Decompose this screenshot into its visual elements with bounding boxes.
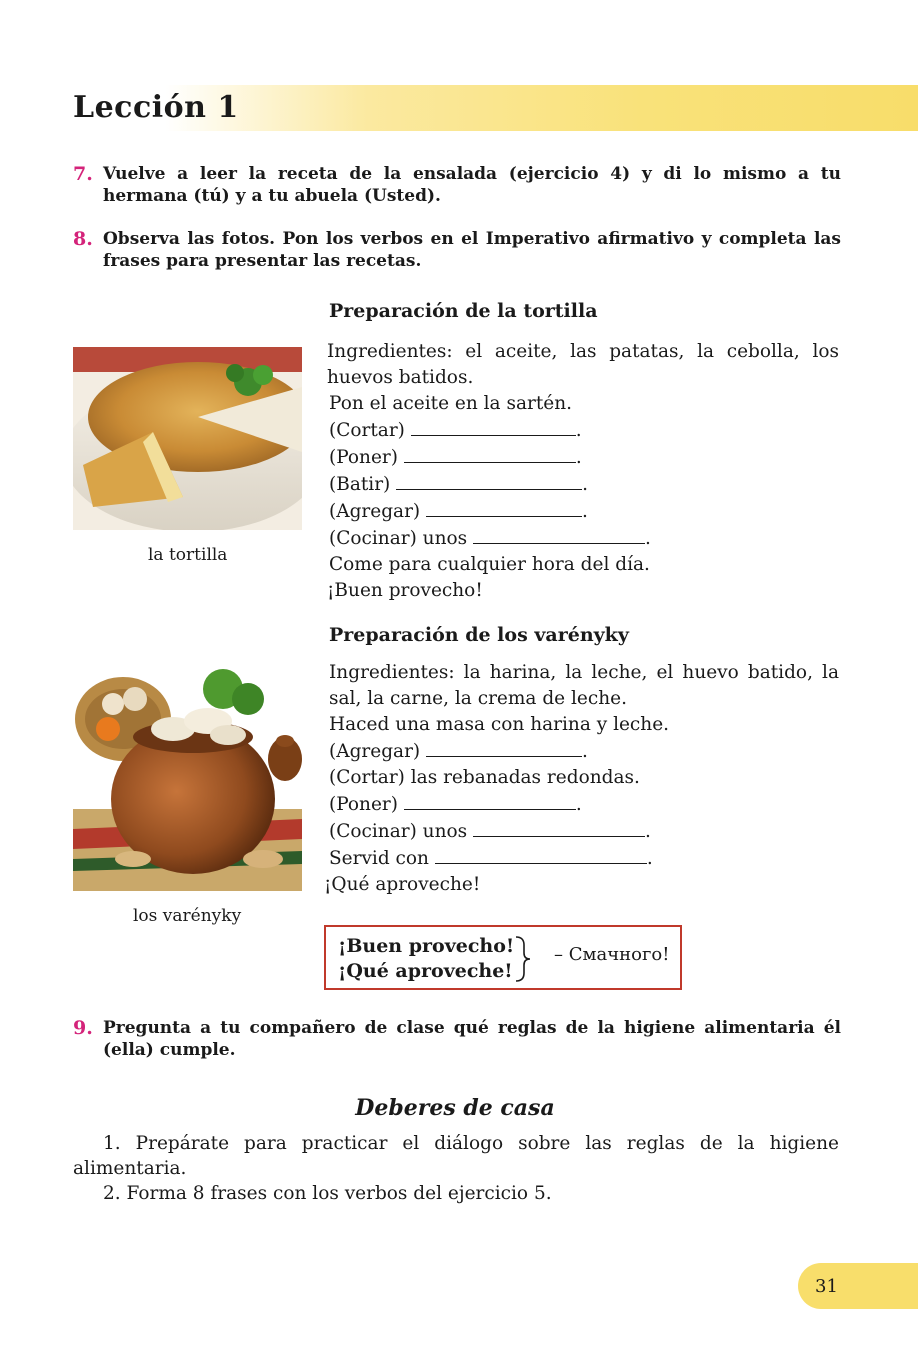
recipe-varenyky: Ingredientes: la harina, la leche, el huevo batido, la sal, la carne, la crema de leche. Haced una masa con harina y leche. (Agregar) . (Cortar) las rebanadas redondas. (Poner) . (Cocinar) unos . Servid con . ¡Qué aproveche!: [327, 660, 839, 898]
expression-box: [324, 925, 682, 990]
answer-blank: [426, 498, 582, 517]
recipe-line: (Batir): [329, 474, 391, 495]
homework-item: 1. Prepárate para practicar el diálogo sobre las reglas de la higiene alimentaria.: [73, 1133, 839, 1179]
exercise-7: [73, 163, 841, 207]
exercise-text: Pregunta a tu compañero de clase qué reglas de la higiene alimentaria él (ella) cumple.: [103, 1018, 841, 1060]
recipe-line: ¡Buen provecho!: [327, 580, 483, 601]
answer-blank: [426, 738, 582, 757]
answer-blank: [404, 791, 576, 810]
homework-title: Deberes de casa: [355, 1095, 555, 1121]
answer-blank: [435, 845, 647, 864]
recipe-line: Ingredientes: la harina, la leche, el huevo batido, la sal, la carne, la crema de leche.: [329, 662, 839, 709]
tortilla-image: [73, 347, 302, 530]
tortilla-photo: [73, 347, 302, 530]
recipe-tortilla: Ingredientes: el aceite, las patatas, la cebolla, los huevos batidos. Pon el aceite en la sartén. (Cortar) . (Poner) . (Batir) . (Agregar) . (Cocinar) unos . Come para cualquier hora del día. ¡Buen provecho!: [327, 339, 839, 604]
exercise-number: 7.: [73, 163, 93, 185]
exercise-text: Vuelve a leer la receta de la ensalada (ejercicio 4) y di lo mismo a tu hermana (tú) y a tu abuela (Usted).: [103, 164, 841, 206]
recipe-line: Ingredientes: el aceite, las patatas, la cebolla, los huevos batidos.: [327, 341, 839, 388]
caption-tortilla: la tortilla: [148, 545, 228, 565]
lesson-title: Lección 1: [73, 90, 239, 125]
recipe-title-varenyky: Preparación de los varényky: [329, 624, 629, 646]
recipe-line: (Cocinar) unos: [329, 821, 468, 842]
recipe-line: Haced una masa con harina y leche.: [329, 714, 670, 735]
recipe-title-tortilla: Preparación de la tortilla: [329, 300, 598, 322]
recipe-line: (Cortar) las rebanadas redondas.: [329, 767, 640, 788]
recipe-line: (Poner): [329, 447, 398, 468]
exercise-number: 8.: [73, 228, 93, 250]
answer-blank: [473, 818, 645, 837]
recipe-line: (Poner): [329, 794, 398, 815]
answer-blank: [473, 525, 645, 544]
expression-line: ¡Buen provecho!: [338, 935, 515, 957]
brace-icon: [514, 935, 532, 983]
exercise-number: 9.: [73, 1017, 93, 1039]
recipe-line: (Cortar): [329, 420, 405, 441]
exercise-8: [73, 228, 841, 272]
answer-blank: [404, 444, 576, 463]
caption-varenyky: los varényky: [133, 906, 242, 926]
answer-blank: [411, 417, 576, 436]
answer-blank: [396, 471, 582, 490]
recipe-line: Pon el aceite en la sartén.: [329, 393, 573, 414]
expression-translation: – Смачного!: [554, 944, 670, 965]
page-number: 31: [815, 1276, 838, 1297]
expression-line: ¡Qué aproveche!: [338, 960, 513, 982]
recipe-line: ¡Qué aproveche!: [324, 874, 481, 895]
varenyky-photo: [73, 659, 302, 891]
recipe-line: (Agregar): [329, 501, 421, 522]
recipe-line: (Cocinar) unos: [329, 528, 468, 549]
exercise-9: [73, 1017, 841, 1061]
recipe-line: Servid con: [329, 848, 429, 869]
recipe-line: (Agregar): [329, 741, 421, 762]
exercise-text: Observa las fotos. Pon los verbos en el Imperativo afirmativo y completa las frases para presentar las recetas.: [103, 229, 841, 271]
recipe-line: Come para cualquier hora del día.: [329, 554, 650, 575]
varenyky-image: [73, 659, 302, 891]
homework-item: 2. Forma 8 frases con los verbos del ejercicio 5.: [103, 1183, 552, 1204]
